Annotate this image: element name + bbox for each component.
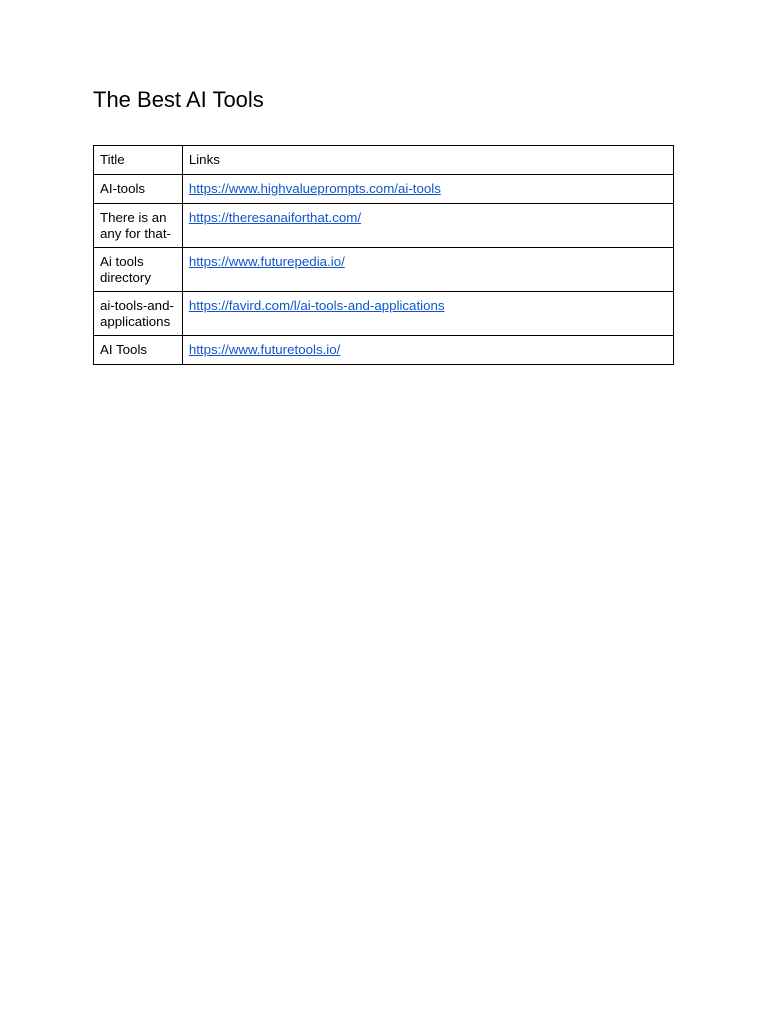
table-row (94, 204, 674, 248)
row-title: There is an any for that- (94, 204, 183, 248)
links-table (93, 145, 674, 365)
row-link-cell (182, 204, 673, 248)
row-link[interactable]: https://theresanaiforthat.com/ (188, 210, 362, 225)
row-link-cell (182, 336, 673, 365)
table-row (94, 175, 674, 204)
row-link-cell (182, 292, 673, 336)
row-link[interactable]: https://www.highvalueprompts.com/ai-tools (188, 181, 441, 196)
table-row (94, 248, 674, 292)
row-title: ai-tools-and-applications (94, 292, 183, 336)
row-link[interactable]: https://favird.com/l/ai-tools-and-applications (188, 298, 445, 313)
header-links: Links (182, 146, 673, 175)
row-title: AI Tools (94, 336, 183, 365)
row-link[interactable]: https://www.futuretools.io/ (188, 342, 341, 357)
row-link[interactable]: https://www.futurepedia.io/ (188, 254, 345, 269)
table-row (94, 292, 674, 336)
row-title: AI-tools (94, 175, 183, 204)
table-header-row (94, 146, 674, 175)
row-link-cell (182, 175, 673, 204)
header-title: Title (94, 146, 183, 175)
row-link-cell (182, 248, 673, 292)
table-row (94, 336, 674, 365)
row-title: Ai tools directory (94, 248, 183, 292)
page-title: The Best AI Tools (93, 87, 264, 112)
